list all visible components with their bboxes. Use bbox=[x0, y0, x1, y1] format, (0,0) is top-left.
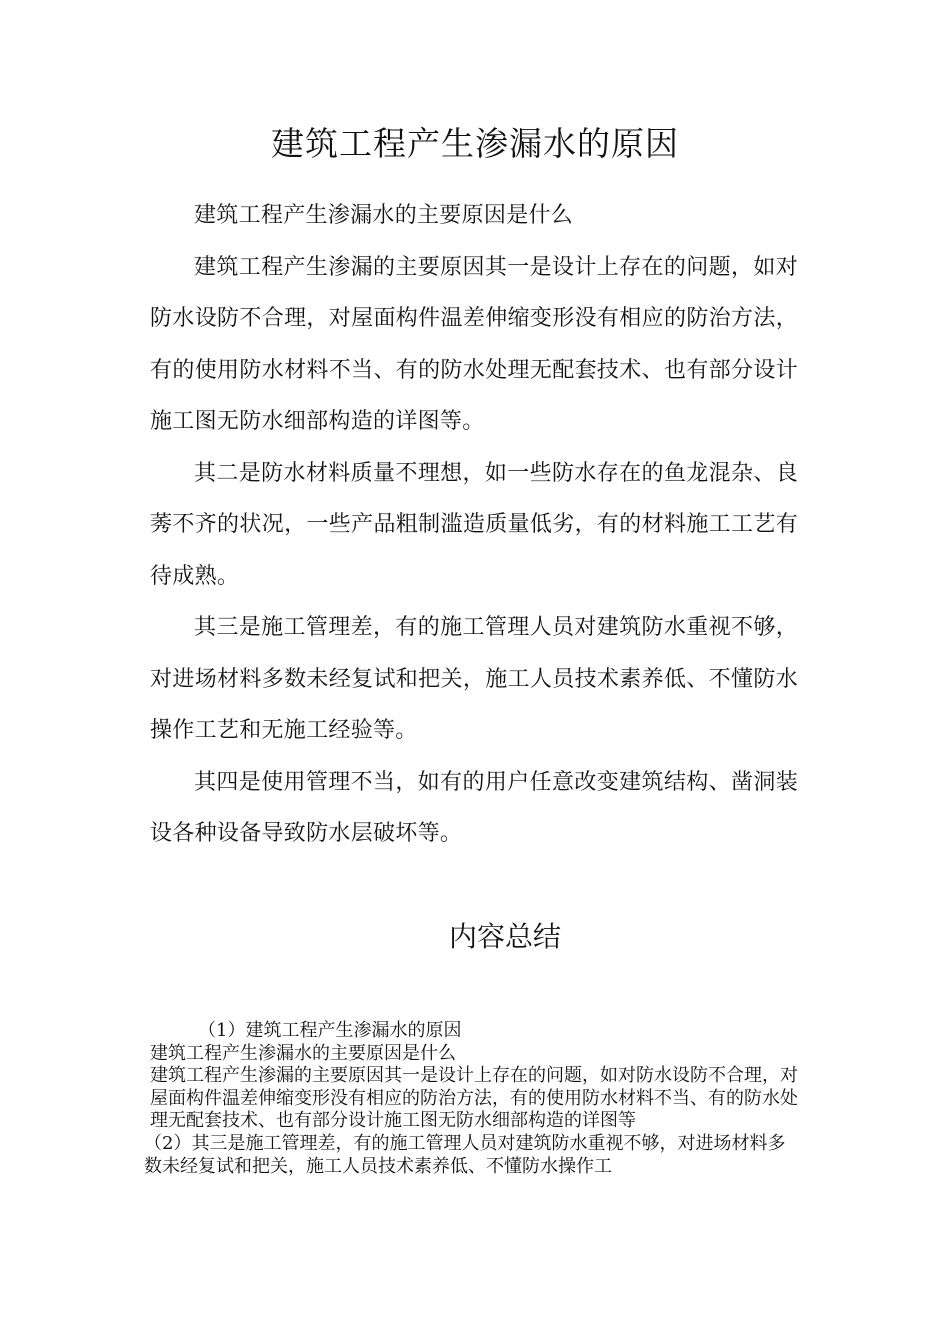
summary-line: 建筑工程产生渗漏水的主要原因是什么 bbox=[150, 1042, 456, 1064]
paragraph: 建筑工程产生渗漏的主要原因其一是设计上存在的问题，如对防水设防不合理，对屋面构件温差伸缩变形没有相应的防治方法，有的使用防水材料不当、有的防水处理无配套技术、也有部分设计施工图无防水细部构造的详图等。 bbox=[150, 254, 798, 434]
paragraph: 其二是防水材料质量不理想，如一些防水存在的鱼龙混杂、良莠不齐的状况，一些产品粗制滥造质量低劣，有的材料施工工艺有待成熟。 bbox=[150, 460, 798, 589]
summary-line: 建筑工程产生渗漏的主要原因其一是设计上存在的问题，如对防水设防不合理，对屋面构件温差伸缩变形没有相应的防治方法，有的使用防水材料不当、有的防水处理无配套技术、也有部分设计施工图无防水细部构造的详图等 bbox=[150, 1065, 798, 1132]
summary-heading: 内容总结 bbox=[448, 920, 561, 953]
summary-line: （1）建筑工程产生渗漏水的原因 bbox=[198, 1020, 462, 1041]
paragraph: 建筑工程产生渗漏水的主要原因是什么 bbox=[194, 203, 574, 228]
document-title: 建筑工程产生渗漏水的原因 bbox=[271, 124, 679, 163]
paragraph: 其四是使用管理不当，如有的用户任意改变建筑结构、凿洞装设各种设备导致防水层破坏等。 bbox=[150, 769, 798, 846]
document-body bbox=[150, 190, 798, 860]
summary-line: （2）其三是施工管理差，有的施工管理人员对建筑防水重视不够，对进场材料多数未经复试和把关，施工人员技术素养低、不懂防水操作工 bbox=[144, 1132, 786, 1177]
paragraph: 其三是施工管理差，有的施工管理人员对建筑防水重视不够，对进场材料多数未经复试和把关，施工人员技术素养低、不懂防水操作工艺和无施工经验等。 bbox=[150, 615, 798, 743]
summary-body bbox=[144, 1020, 798, 1178]
